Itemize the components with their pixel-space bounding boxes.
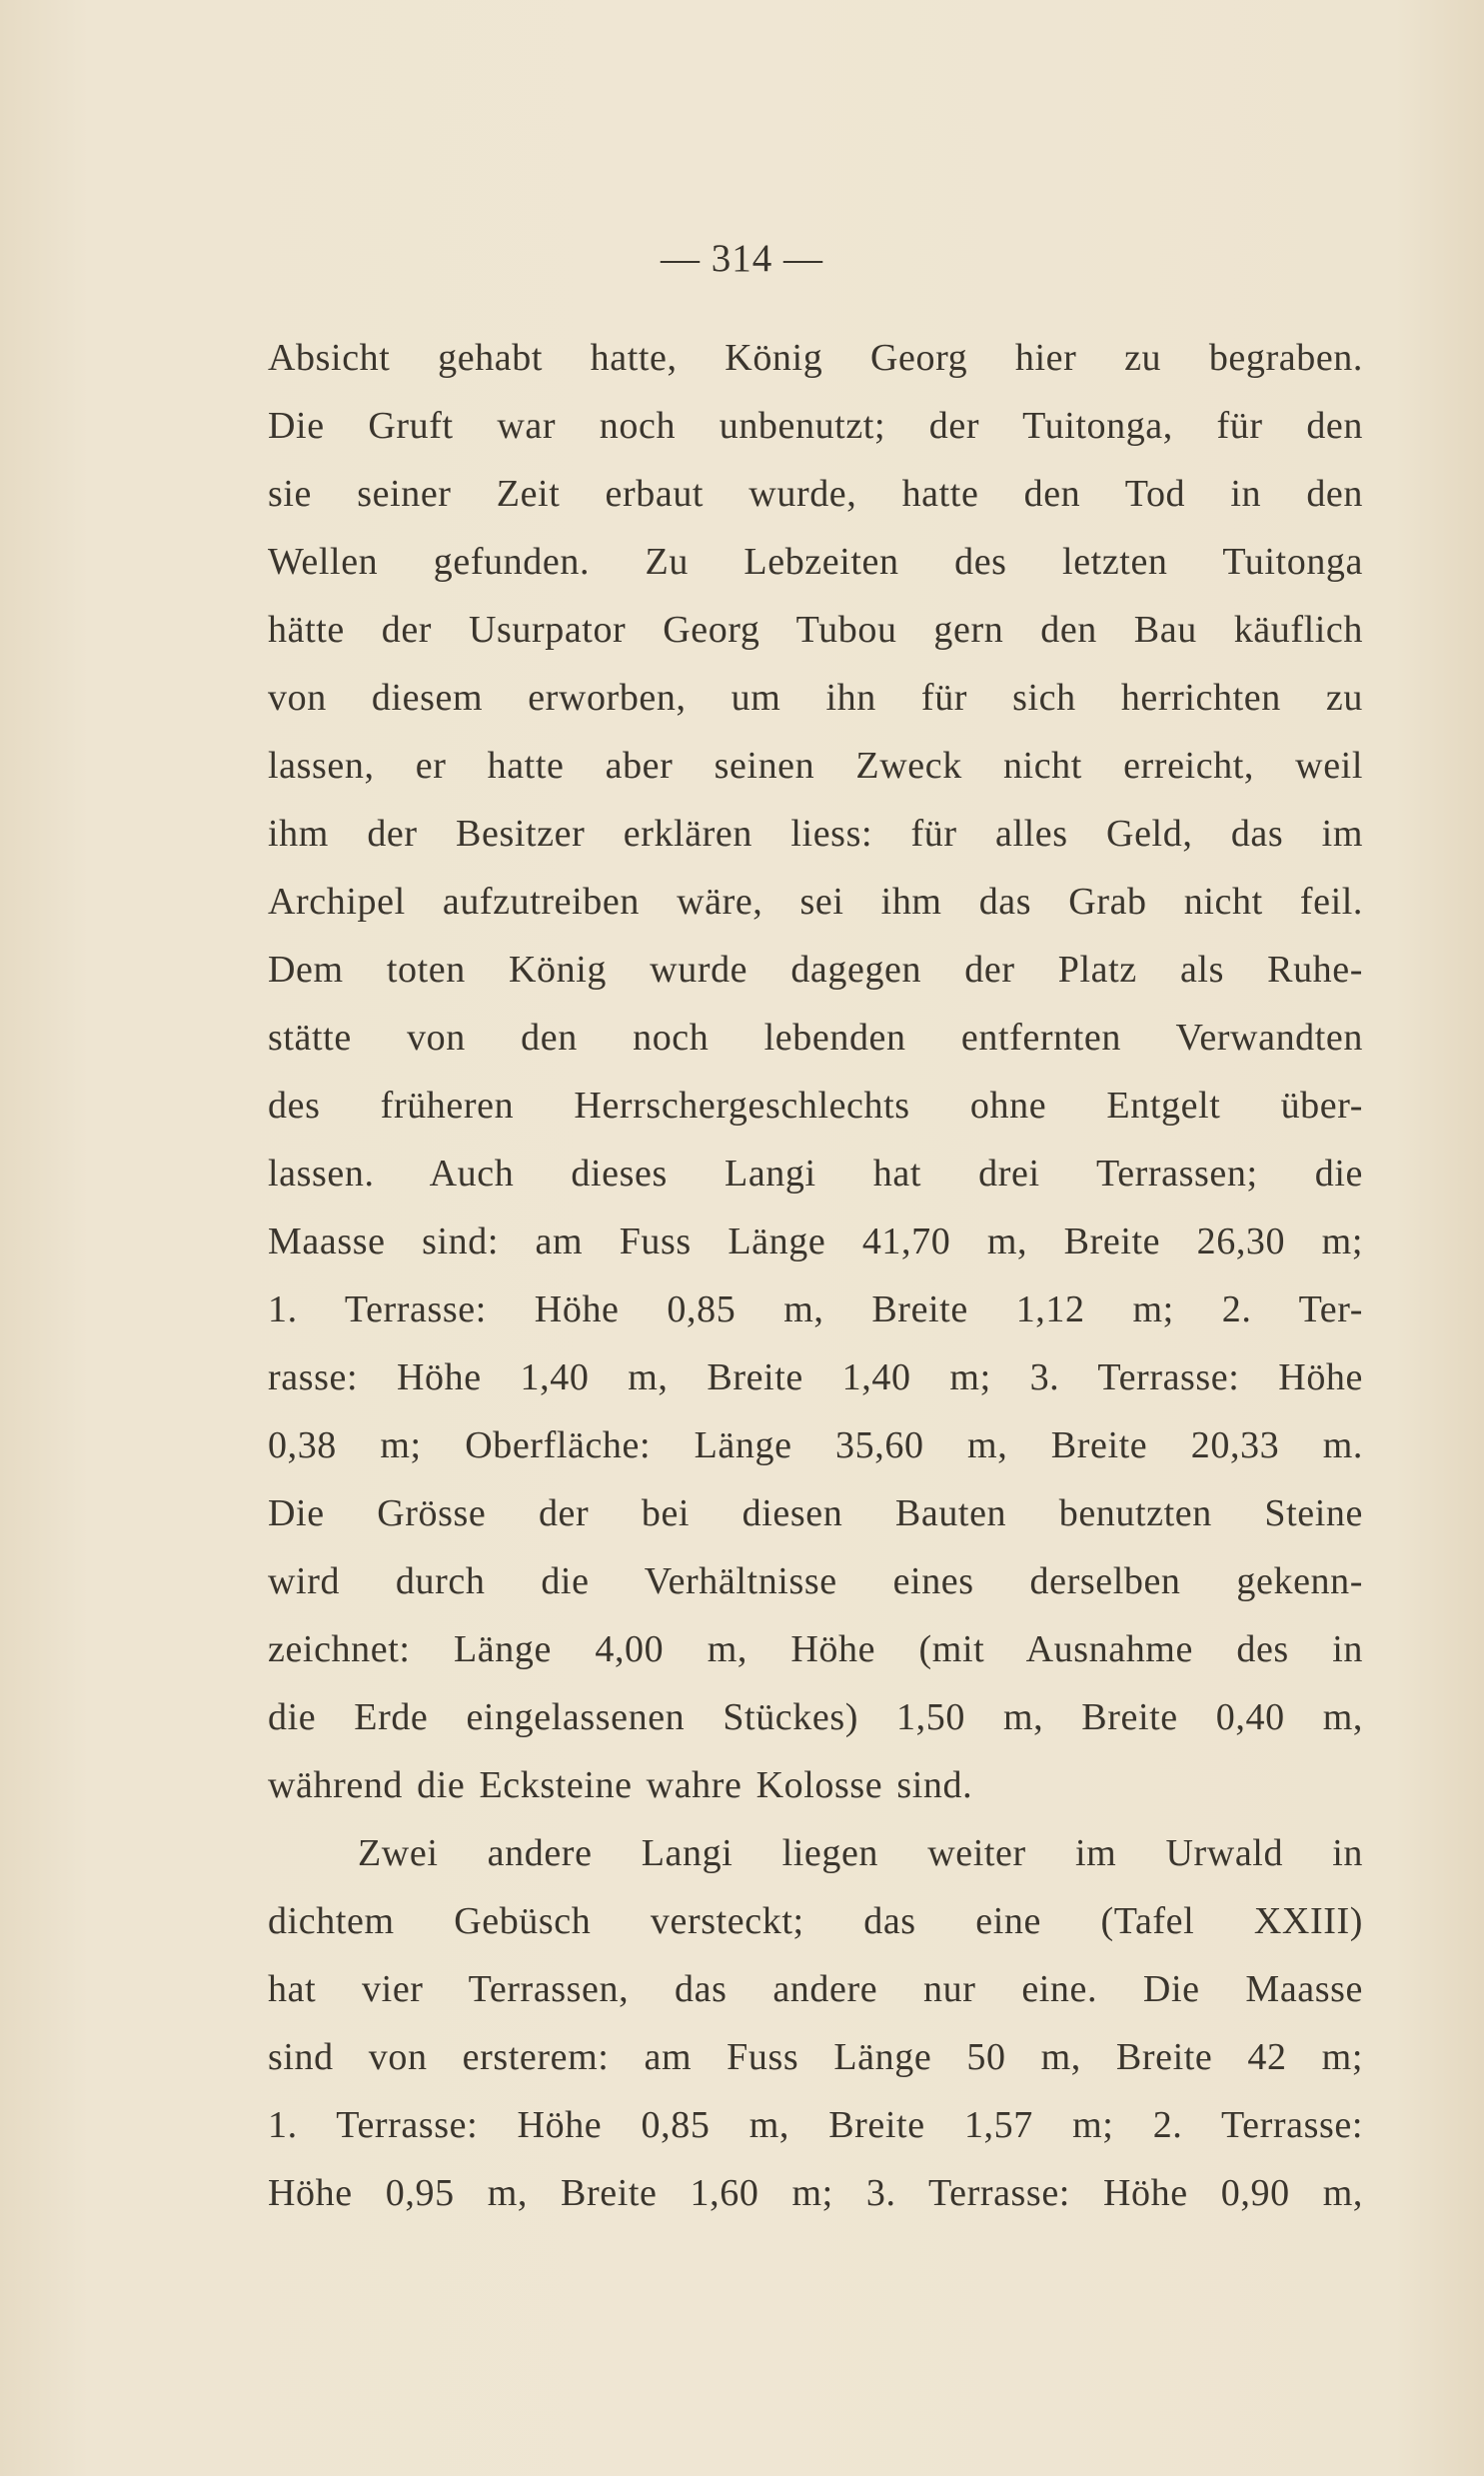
text-line: lassen, er hatte aber seinen Zweck nicht erreicht, weil bbox=[268, 745, 1363, 787]
text-line: Die Gruft war noch unbenutzt; der Tuitonga, für den bbox=[268, 405, 1363, 447]
text-line: dichtem Gebüsch versteckt; das eine (Tafel XXIII) bbox=[268, 1900, 1363, 1942]
body-text bbox=[268, 324, 1363, 2227]
text-line: des früheren Herrschergeschlechts ohne Entgelt über- bbox=[268, 1085, 1363, 1127]
text-line: Dem toten König wurde dagegen der Platz als Ruhe- bbox=[268, 949, 1363, 991]
text-line: hat vier Terrassen, das andere nur eine. Die Maasse bbox=[268, 1968, 1363, 2010]
text-line: sie seiner Zeit erbaut wurde, hatte den Tod in den bbox=[268, 473, 1363, 515]
text-line: rasse: Höhe 1,40 m, Breite 1,40 m; 3. Terrasse: Höhe bbox=[268, 1356, 1363, 1398]
text-line: Die Grösse der bei diesen Bauten benutzten Steine bbox=[268, 1492, 1363, 1534]
text-line: Archipel aufzutreiben wäre, sei ihm das Grab nicht feil. bbox=[268, 881, 1363, 923]
text-line: sind von ersterem: am Fuss Länge 50 m, Breite 42 m; bbox=[268, 2036, 1363, 2078]
text-line: Absicht gehabt hatte, König Georg hier zu begraben. bbox=[268, 337, 1363, 379]
text-line: Wellen gefunden. Zu Lebzeiten des letzten Tuitonga bbox=[268, 541, 1363, 583]
text-line: von diesem erworben, um ihn für sich herrichten zu bbox=[268, 677, 1363, 719]
text-line: 1. Terrasse: Höhe 0,85 m, Breite 1,12 m; 2. Ter- bbox=[268, 1288, 1363, 1330]
text-line: ihm der Besitzer erklären liess: für alles Geld, das im bbox=[268, 813, 1363, 855]
text-line: 1. Terrasse: Höhe 0,85 m, Breite 1,57 m; 2. Terrasse: bbox=[268, 2104, 1363, 2146]
text-line: hätte der Usurpator Georg Tubou gern den Bau käuflich bbox=[268, 609, 1363, 651]
text-line: stätte von den noch lebenden entfernten Verwandten bbox=[268, 1017, 1363, 1059]
text-line: die Erde eingelassenen Stückes) 1,50 m, Breite 0,40 m, bbox=[268, 1696, 1363, 1738]
page-number: — 314 — bbox=[661, 237, 823, 280]
text-line: während die Ecksteine wahre Kolosse sind. bbox=[268, 1764, 973, 1806]
text-line: Maasse sind: am Fuss Länge 41,70 m, Breite 26,30 m; bbox=[268, 1221, 1363, 1262]
text-line: 0,38 m; Oberfläche: Länge 35,60 m, Breite 20,33 m. bbox=[268, 1424, 1363, 1466]
text-line: Zwei andere Langi liegen weiter im Urwald in bbox=[358, 1832, 1363, 1874]
text-line: wird durch die Verhältnisse eines derselben gekenn- bbox=[268, 1560, 1363, 1602]
text-line: Höhe 0,95 m, Breite 1,60 m; 3. Terrasse: Höhe 0,90 m, bbox=[268, 2172, 1363, 2214]
text-line: zeichnet: Länge 4,00 m, Höhe (mit Ausnahme des in bbox=[268, 1628, 1363, 1670]
text-line: lassen. Auch dieses Langi hat drei Terrassen; die bbox=[268, 1153, 1363, 1195]
